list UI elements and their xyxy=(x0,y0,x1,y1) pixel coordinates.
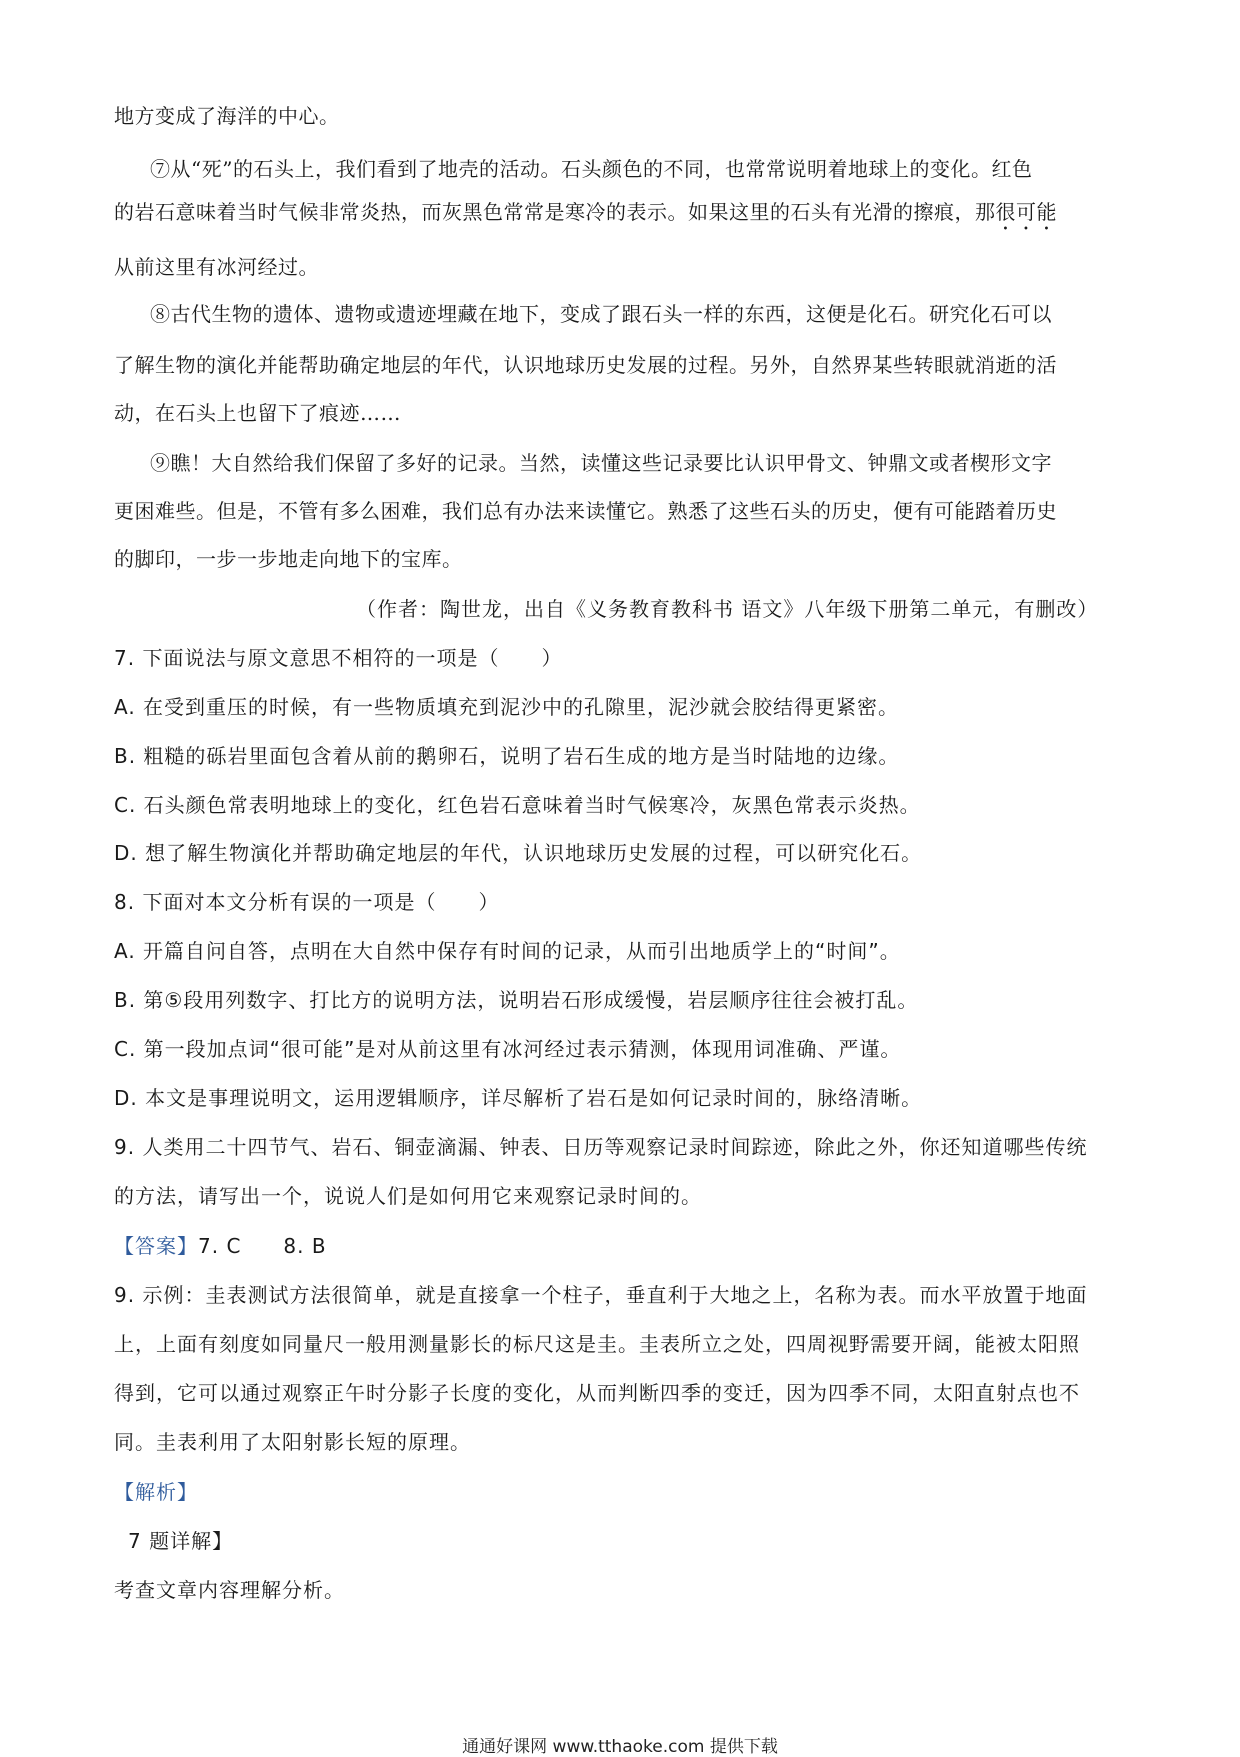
passage-p7-line2-text: 的岩石意味着当时气候非常炎热，而灰黑色常常是寒冷的表示。如果这里的石头有光滑的擦痕，那 xyxy=(114,200,996,224)
answer9-line1: 9. 示例：圭表测试方法很简单，就是直接拿一个柱子，垂直利于大地之上，名称为表。而水平放置于地面 xyxy=(114,1283,1088,1307)
q8-option-d: D. 本文是事理说明文，运用逻辑顺序，详尽解析了岩石是如何记录时间的，脉络清晰。 xyxy=(114,1086,923,1110)
dotted-word: 很可能 xyxy=(995,200,1057,224)
passage-p8-line2: 了解生物的演化并能帮助确定地层的年代，认识地球历史发展的过程。另外，自然界某些转眼就消逝的活 xyxy=(114,353,1057,377)
answer-text: 7. C 8. B xyxy=(198,1234,327,1258)
answer9-line3: 得到，它可以通过观察正午时分影子长度的变化，从而判断四季的变迁，因为四季不同，太阳直射点也不 xyxy=(114,1381,1080,1405)
q7-option-b: B. 粗糙的砾岩里面包含着从前的鹅卵石，说明了岩石生成的地方是当时陆地的边缘。 xyxy=(114,744,900,768)
answer9-line2: 上，上面有刻度如同量尺一般用测量影长的标尺这是圭。圭表所立之处，四周视野需要开阔，能被太阳照 xyxy=(114,1332,1080,1356)
q8-stem: 8. 下面对本文分析有误的一项是（ ） xyxy=(114,890,500,914)
q9-line2: 的方法，请写出一个，说说人们是如何用它来观察记录时间的。 xyxy=(114,1184,702,1208)
answer9-line4: 同。圭表利用了太阳射影长短的原理。 xyxy=(114,1430,471,1454)
passage-p7-line2 xyxy=(114,199,1057,235)
q7-option-c: C. 石头颜色常表明地球上的变化，红色岩石意味着当时气候寒冷，灰黑色常表示炎热。 xyxy=(114,793,921,817)
analysis-text: 考查文章内容理解分析。 xyxy=(114,1578,345,1602)
q7-option-d: D. 想了解生物演化并帮助确定地层的年代，认识地球历史发展的过程，可以研究化石。 xyxy=(114,841,923,865)
passage-p8-line1: ⑧古代生物的遗体、遗物或遗迹埋藏在地下，变成了跟石头一样的东西，这便是化石。研究化石可以 xyxy=(150,302,1052,326)
answer-label: 【答案】 xyxy=(114,1234,198,1258)
q7-stem: 7. 下面说法与原文意思不相符的一项是（ ） xyxy=(114,646,563,670)
passage-p9-line2: 更困难些。但是，不管有多么困难，我们总有办法来读懂它。熟悉了这些石头的历史，便有可能踏着历史 xyxy=(114,499,1057,523)
footer-credit: 通通好课网 www.tthaoke.com 提供下载 xyxy=(462,1737,778,1757)
q9-line1: 9. 人类用二十四节气、岩石、铜壶滴漏、钟表、日历等观察记录时间踪迹，除此之外，你还知道哪些传统 xyxy=(114,1135,1088,1159)
q7-option-a: A. 在受到重压的时候，有一些物质填充到泥沙中的孔隙里，泥沙就会胶结得更紧密。 xyxy=(114,695,900,719)
passage-p9-line3: 的脚印，一步一步地走向地下的宝库。 xyxy=(114,547,463,571)
passage-p6-tail: 地方变成了海洋的中心。 xyxy=(114,104,340,128)
answer-line xyxy=(114,1233,327,1259)
q8-option-b: B. 第⑤段用列数字、打比方的说明方法，说明岩石形成缓慢，岩层顺序往往会被打乱。 xyxy=(114,988,919,1012)
analysis-label: 【解析】 xyxy=(114,1480,198,1504)
passage-p9-line1: ⑨瞧！大自然给我们保留了多好的记录。当然，读懂这些记录要比认识甲骨文、钟鼎文或者楔形文字 xyxy=(150,451,1052,475)
passage-p7-line1: ⑦从“死”的石头上，我们看到了地壳的活动。石头颜色的不同，也常常说明着地球上的变化。红色 xyxy=(150,157,1033,181)
passage-source: （作者：陶世龙，出自《义务教育教科书 语文》八年级下册第二单元，有删改） xyxy=(356,597,1099,621)
analysis-subheading: 7 题详解】 xyxy=(128,1529,234,1553)
passage-p7-line3: 从前这里有冰河经过。 xyxy=(114,255,319,279)
passage-p8-line3: 动，在石头上也留下了痕迹…… xyxy=(114,401,401,425)
q8-option-c: C. 第一段加点词“很可能”是对从前这里有冰河经过表示猜测，体现用词准确、严谨。 xyxy=(114,1037,902,1061)
q8-option-a: A. 开篇自问自答，点明在大自然中保存有时间的记录，从而引出地质学上的“时间”。 xyxy=(114,939,901,963)
